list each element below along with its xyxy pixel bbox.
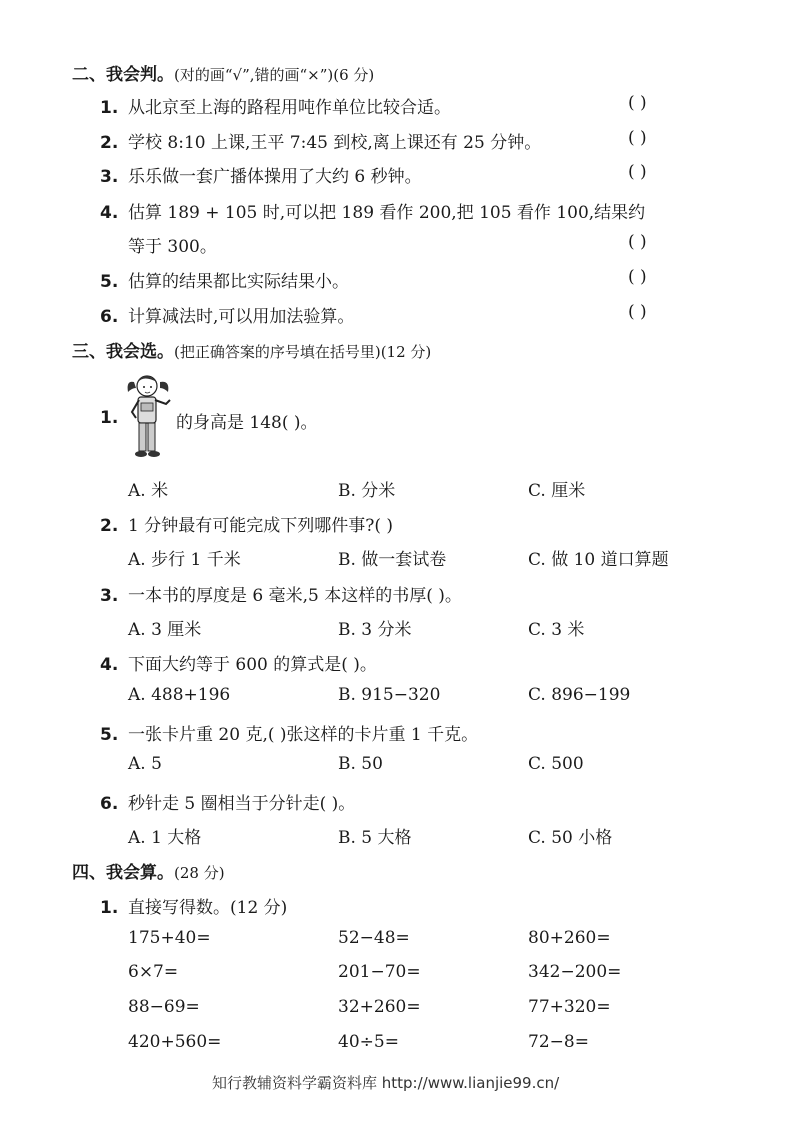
answer-paren-5[interactable]: ( ) bbox=[628, 267, 647, 287]
calc-r3-c1[interactable]: 88−69= bbox=[128, 997, 200, 1017]
choice-item-4: 4. 下面大约等于 600 的算式是( )。 bbox=[100, 655, 377, 675]
choice-6-option-a[interactable]: A. 1 大格 bbox=[128, 828, 202, 848]
section-2-heading bbox=[72, 60, 374, 85]
answer-paren-1[interactable]: ( ) bbox=[628, 93, 647, 113]
girl-illustration bbox=[124, 370, 174, 462]
answer-paren-6[interactable]: ( ) bbox=[628, 302, 647, 322]
calc-r3-c2[interactable]: 32+260= bbox=[338, 997, 421, 1017]
choice-4-option-c[interactable]: C. 896−199 bbox=[528, 685, 631, 705]
choice-2-option-a[interactable]: A. 步行 1 千米 bbox=[128, 550, 241, 570]
calc-r1-c1[interactable]: 175+40= bbox=[128, 928, 211, 948]
calc-r4-c2[interactable]: 40÷5= bbox=[338, 1032, 399, 1052]
choice-item-1-number: 1. bbox=[100, 408, 119, 428]
choice-2-option-c[interactable]: C. 做 10 道口算题 bbox=[528, 550, 669, 570]
choice-3-option-a[interactable]: A. 3 厘米 bbox=[128, 620, 202, 640]
section-2-title: 二、我会判。 bbox=[72, 65, 174, 85]
choice-4-option-a[interactable]: A. 488+196 bbox=[128, 685, 231, 705]
section-4-note: (28 分) bbox=[174, 864, 225, 882]
judge-item-3: 3. 乐乐做一套广播体操用了大约 6 秒钟。 bbox=[100, 167, 422, 187]
choice-5-option-a[interactable]: A. 5 bbox=[128, 754, 162, 774]
choice-6-option-c[interactable]: C. 50 小格 bbox=[528, 828, 613, 848]
section-4-title: 四、我会算。 bbox=[72, 863, 174, 883]
choice-item-2: 2. 1 分钟最有可能完成下列哪件事?( ) bbox=[100, 516, 394, 536]
calc-r2-c2[interactable]: 201−70= bbox=[338, 962, 421, 982]
calc-r4-c1[interactable]: 420+560= bbox=[128, 1032, 222, 1052]
section-3-note: (把正确答案的序号填在括号里)(12 分) bbox=[174, 343, 432, 361]
answer-paren-4[interactable]: ( ) bbox=[628, 232, 647, 252]
choice-2-option-b[interactable]: B. 做一套试卷 bbox=[338, 550, 447, 570]
calc-r2-c1[interactable]: 6×7= bbox=[128, 962, 179, 982]
judge-item-6: 6. 计算减法时,可以用加法验算。 bbox=[100, 307, 355, 327]
choice-item-5: 5. 一张卡片重 20 克,( )张这样的卡片重 1 千克。 bbox=[100, 725, 479, 745]
calc-r2-c3[interactable]: 342−200= bbox=[528, 962, 622, 982]
choice-1-option-a[interactable]: A. 米 bbox=[128, 481, 169, 501]
choice-item-1-text: 的身高是 148( )。 bbox=[176, 413, 318, 433]
judge-item-4-line2: 等于 300。 bbox=[128, 237, 217, 257]
section-4-heading bbox=[72, 858, 225, 883]
calc-r3-c3[interactable]: 77+320= bbox=[528, 997, 611, 1017]
choice-5-option-c[interactable]: C. 500 bbox=[528, 754, 584, 774]
calc-subsection: 1. 直接写得数。(12 分) bbox=[100, 898, 288, 918]
section-3-heading bbox=[72, 337, 431, 362]
choice-item-6: 6. 秒针走 5 圈相当于分针走( )。 bbox=[100, 794, 356, 814]
judge-item-5: 5. 估算的结果都比实际结果小。 bbox=[100, 272, 349, 292]
answer-paren-2[interactable]: ( ) bbox=[628, 128, 647, 148]
footer-watermark: 知行教辅资料学霸资料库 http://www.lianjie99.cn/ bbox=[212, 1074, 560, 1092]
section-2-note: (对的画“√”,错的画“×”)(6 分) bbox=[174, 66, 375, 84]
choice-1-option-b[interactable]: B. 分米 bbox=[338, 481, 396, 501]
calc-r4-c3[interactable]: 72−8= bbox=[528, 1032, 589, 1052]
choice-1-option-c[interactable]: C. 厘米 bbox=[528, 481, 586, 501]
choice-4-option-b[interactable]: B. 915−320 bbox=[338, 685, 441, 705]
answer-paren-3[interactable]: ( ) bbox=[628, 162, 647, 182]
judge-item-1: 1. 从北京至上海的路程用吨作单位比较合适。 bbox=[100, 98, 451, 118]
choice-3-option-b[interactable]: B. 3 分米 bbox=[338, 620, 412, 640]
choice-6-option-b[interactable]: B. 5 大格 bbox=[338, 828, 412, 848]
choice-5-option-b[interactable]: B. 50 bbox=[338, 754, 383, 774]
calc-r1-c2[interactable]: 52−48= bbox=[338, 928, 410, 948]
judge-item-4: 4. 估算 189 + 105 时,可以把 189 看作 200,把 105 看作 100,结果约 bbox=[100, 203, 646, 223]
calc-r1-c3[interactable]: 80+260= bbox=[528, 928, 611, 948]
section-3-title: 三、我会选。 bbox=[72, 342, 174, 362]
choice-3-option-c[interactable]: C. 3 米 bbox=[528, 620, 585, 640]
choice-item-3: 3. 一本书的厚度是 6 毫米,5 本这样的书厚( )。 bbox=[100, 586, 462, 606]
judge-item-2: 2. 学校 8:10 上课,王平 7:45 到校,离上课还有 25 分钟。 bbox=[100, 133, 542, 153]
